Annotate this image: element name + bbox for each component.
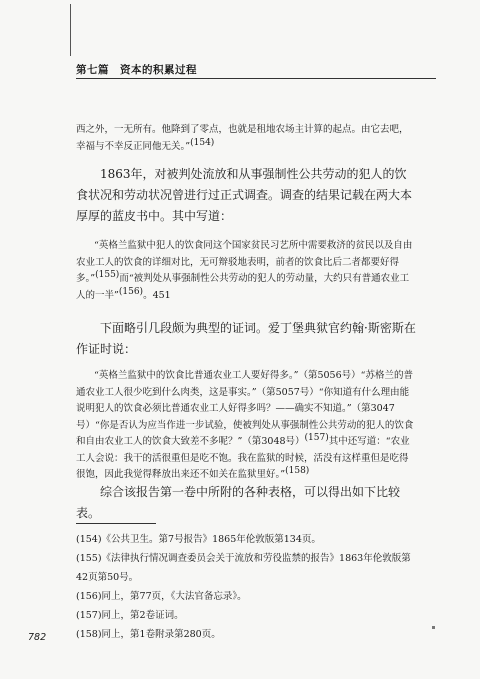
header-rule <box>76 78 436 79</box>
footnote-ref: (154) <box>190 137 215 148</box>
footnote-158: (158)同上，第1卷附录第280页。 <box>76 629 221 640</box>
quote-text: “英格兰监狱中犯人的饮食同这个国家贫民习艺所中需要救济的贫民以及自由农业工人的饮食的详细对比，无可辩驳地表明，前者的饮食比后二者都要好得多。” <box>76 240 413 284</box>
footnote-ref: (156) <box>118 286 144 297</box>
paragraph-body: 下面略引几段颇为典型的证词。爱丁堡典狱官约翰·斯密斯在作证时说： <box>76 321 416 356</box>
paragraph-body: 1863年，对被判处流放和从事强制性公共劳动的犯人的饮食状况和劳动状况曾进行过正式调查。调查的结果记载在两大本厚厚的蓝皮书中。其中写道： <box>76 167 413 223</box>
quote-text: 而“被判处从事强制性公共劳动的犯人的劳动量，大约只有普通农业工人的一半” <box>76 273 410 301</box>
paragraph-body: 综合该报告第一卷中所附的各种表格，可以得出如下比较表。 <box>76 485 401 520</box>
footnote-rule <box>76 523 156 524</box>
paragraph-continued <box>76 122 416 155</box>
scan-artifact-line <box>70 4 71 56</box>
quote-text: “英格兰监狱中的饮食比普通农业工人要好得多。”（第5056号）“苏格兰的普通农业工人很少吃到什么肉类，这是事实。”（第5057号）“你知道有什么理由能说明犯人的饮食必须比普通农业工人好得多吗？——确实不知道。”（第3047号）“你是否认为应当作进一步试验，使被判处从事强制性公共劳动的犯人的饮食和自由农业工人的饮食大致差不多呢？”（第3048号） <box>76 370 414 447</box>
footnote-ref: (158) <box>285 465 310 476</box>
paragraph-text: 西之外，一无所有。他降到了零点，也就是租地农场主计算的起点。由它去吧，幸福与不幸反正同他无关。” <box>76 124 409 152</box>
footnote-157: (157)同上，第2卷证词。 <box>76 610 184 621</box>
running-header: 第七篇 资本的积累过程 <box>76 64 197 76</box>
footnote-155: (155)《法律执行情况调查委员会关于流放和劳役监禁的报告》1863年伦敦版第42页第50号。 <box>76 553 411 583</box>
quote-text: 其中还写道：“农业工人会说：我干的活很重但是吃不饱。我在监狱的时候，活没有这样重但是吃得很饱，因此我觉得释放出来还不如关在监狱里好。” <box>76 436 410 480</box>
footnote-ref: (157) <box>304 432 329 443</box>
quotation-block <box>76 368 416 484</box>
footnotes <box>76 530 416 644</box>
scan-speck <box>432 626 435 629</box>
margin-page-number: 。451 <box>143 289 171 301</box>
footnote-ref: (155) <box>95 269 120 280</box>
footnote-154: (154)《公共卫生。第7号报告》1865年伦敦版第134页。 <box>76 534 321 545</box>
footnote-156: (156)同上，第77页，《大法官备忘录》。 <box>76 591 247 602</box>
page-number: 782 <box>28 632 47 643</box>
quotation-block <box>76 238 416 304</box>
